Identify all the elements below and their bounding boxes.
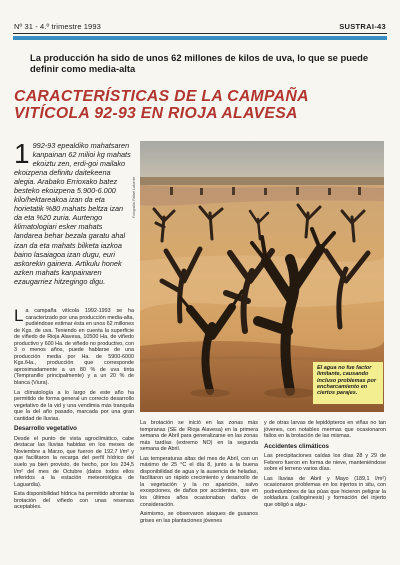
col2-paragraph-2: Las temperaturas altas del mes de Abril, con un máximo de 25 °C el día 8, junto a la buena disponibilidad de agua y la ausencia de heladas, facilitaron un rápido crecimiento y desarrollo de la vegetación y la no aparición, salvo excepciones, de daños por accidentes, que en los últimos años ocasionaban daños de consideración. — [140, 455, 258, 508]
photo-credit: Fotografía: Rafael Lafuente — [132, 176, 136, 218]
publication-label: SUSTRAI-43 — [339, 22, 386, 31]
lead-paragraph — [14, 138, 132, 286]
header-color-bar — [13, 36, 387, 40]
body-column-3 — [264, 420, 386, 512]
col1-paragraph-1: La campaña vitícola 1992-1993 se ha caracterizado por una producción media-alta, pudiéndose estimar ésta en unos 62 millones de Kgs. de uva. Teniendo en cuenta la superficie de viñedo de Rioja Alavesa, 10500 Ha. de viñedo productivo y 600 Ha. de viñedo no productivo, con 3 o menos años, puede hablarse de una producción media por Ha. de 5900-6000 Kgs./Ha., producción que corresponde aproximadamente a un 80 % de uva tinta (Tempranillo principalmente) y a un 20 % de blanca (Viura). — [14, 306, 134, 387]
col1-heading-desarrollo: Desarrollo vegetativo — [14, 425, 77, 433]
photo-caption: El agua no fue factor limitante, causando incluso problemas por encharcamiento en ciertos parajes. — [313, 362, 383, 404]
lead-text: 992-93 epealdiko mahatsaren kanpainan 62 milioi kg mahats ekoiztu zen, erdi-goi mailako ekoizpena definitu daitekeena alegia. Arabako Errioxako batez besteko ekoizpena 5.900-6.000 kilo/hektareakoa izan da eta horietatik %80 mahats beltza izan da eta %20 zuria. Aurtengo klimatologiari esker mahats landarea behar bezala garatu ahal izan da eta mahats bilketa iazkoa baino lasaiagoa izan dugu, euri askorekin gainera. Artikulu honek azken mahats kanpainaren ezaugarriez hitzegingo digu. — [14, 141, 131, 286]
body-column-2 — [140, 420, 258, 527]
issue-label: Nº 31 - 4.º trimestre 1993 — [14, 22, 101, 31]
col3-heading-accidentes: Accidentes climáticos — [264, 442, 329, 450]
col3-paragraph-2: Las precipitaciones caídas los días 28 y 29 de Febrero fueron en forma de nieve, manteniéndose sobre el terreno varios días. — [264, 453, 386, 473]
headline: CARACTERÍSTICAS DE LA CAMPAÑA VITÍCOLA 92-93 EN RIOJA ALAVESA — [14, 88, 309, 122]
col2-paragraph-3: Asimismo, se observaron ataques de gusanos grises en las plantaciones jóvenes — [140, 511, 258, 524]
col3-paragraph-1: y de otras larvas de lepidópteros en viñas no tan jóvenes, con notables mermas que ocasionaron fallos en la brotación de las mismas. — [264, 420, 386, 440]
subheadline: La producción ha sido de unos 62 millones de kilos de uva, lo que se puede definir como media-alta — [30, 52, 369, 74]
col1-paragraph-2: La climatología a lo largo de este año ha permitido de forma general un correcto desarrollo vegetativo de la vid y una vendimia más tranquila que la del año pasado, marcada por una gran cantidad de lluvias. — [14, 389, 134, 422]
col3-paragraph-3: Las lluvias de Abril y Mayo (189,1 l/m²) ocasionaron problemas en los injertos in situ, con podredumbres de las púas que hicieron peligrar la soldadura (callogénesis) y formación del injerto que obligó a algu- — [264, 475, 386, 509]
col1-paragraph-3: Desde el punto de vista agroclimático, cabe destacar las lluvias habidas en los meses de Noviembre a Marzo, que fueron de 192,7 l/m² y que facilitaron la recarga del perfil hídrico del suelo ya bien provisto, de hecho, por los 234,5 l/m² del mes de Octubre (datos todos ellos referidos a la estación meteorológica de Laguardia). — [14, 435, 134, 488]
header-rule — [13, 33, 387, 34]
body-column-1 — [14, 308, 134, 514]
col2-paragraph-1: La brotación se inició en las zonas más tempranas (SE de Rioja Alavesa) en la primera semana de Abril para generalizarse en las zonas más tardías (extremo NO) en la segunda semana de Abril. — [140, 420, 258, 453]
col1-drop-cap: L — [14, 306, 24, 325]
lead-drop-cap: 1 — [14, 138, 30, 169]
col1-paragraph-4: Esta disponibilidad hídrica ha permitido afrontar la brotación del viñedo con unas reservas aceptables. — [14, 491, 134, 511]
